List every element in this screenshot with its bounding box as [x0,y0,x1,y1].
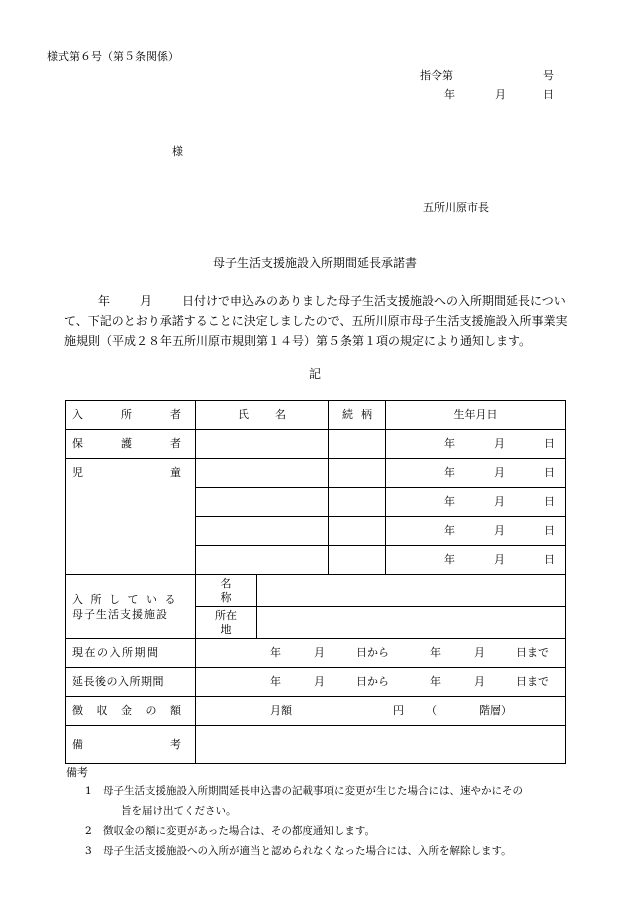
remarks-label: 備 考 [66,726,196,764]
table-row: 保 護 者 年 月 日 [66,430,566,459]
issue-date-day: 日 [543,88,554,101]
notes-heading: 備考 [66,766,88,779]
table-row [66,726,566,764]
note-2: 2 徴収金の額に変更があった場合は、その都度通知します。 [85,825,376,837]
birth-header: 生年月日 [386,401,566,430]
facility-label: 入所している 母子生活支援施設 [66,575,196,639]
fee-cell: 月額 円 （ 階層） [196,697,566,726]
fee-label: 徴 収 金 の 額 [66,697,196,726]
table-row: 年 月 日 [66,517,566,546]
table-row: 児 童 年 月 日 [66,459,566,488]
facility-name-label: 名 称 [196,575,257,607]
current-period-cell: 年 月 日から 年 月 日まで [196,639,566,668]
addressee: 様 [172,145,183,158]
table-row: 年 月 日 [66,546,566,575]
facility-address-cell [257,607,566,639]
order-number [420,69,554,82]
body-month: 月 [140,294,153,308]
extended-period-label: 延長後の入所期間 [66,668,196,697]
relation-header: 続 柄 [329,401,386,430]
issue-date-month: 月 [495,88,506,101]
guardian-birth-cell: 年 月 日 [386,430,566,459]
table-row: 入 所 者 氏 名 続 柄 生年月日 [66,401,566,430]
body-year: 年 [98,294,111,308]
document-title: 母子生活支援施設入所期間延長承諾書 [212,256,417,270]
issuer: 五所川原市長 [423,201,489,214]
table-row: 年 月 日 [66,488,566,517]
facility-address-label: 所在 地 [196,607,257,639]
ki-heading: 記 [308,367,321,381]
facility-name-cell [257,575,566,607]
note-1: 1 母子生活支援施設入所期間延長申込書の記載事項に変更が生じた場合には、速やかにその [85,785,523,797]
current-period-label: 現在の入所期間 [66,639,196,668]
guardian-name-cell [196,430,329,459]
table-row [66,639,566,668]
name-header: 氏 名 [196,401,329,430]
extended-period-cell: 年 月 日から 年 月 日まで [196,668,566,697]
table-row [66,575,566,607]
guardian-relation-cell [329,430,386,459]
note-1-cont: 旨を届け出てください。 [121,805,237,817]
order-number-suffix: 号 [543,69,554,82]
order-number-label: 指令第 [420,69,453,82]
table-row [66,668,566,697]
child-label: 児 童 [66,459,196,575]
details-table [65,400,566,764]
remarks-cell [196,726,566,764]
issue-date-year: 年 [444,88,455,101]
body-text-main: 日付けで申込みのありました母子生活支援施設への入所期間延長について、下記のとおり承諾することに決定しましたので、五所川原市母子生活支援施設入所事業実施規則（平成２８年五所川原市規則第１４号）第５条第１項の規定により通知します。 [64,294,568,348]
body-text [64,291,574,351]
note-3: 3 母子生活支援施設への入所が適当と認められなくなった場合には、入所を解除します。 [85,845,512,857]
table-row [66,697,566,726]
form-number: 様式第６号（第５条関係） [47,50,179,63]
